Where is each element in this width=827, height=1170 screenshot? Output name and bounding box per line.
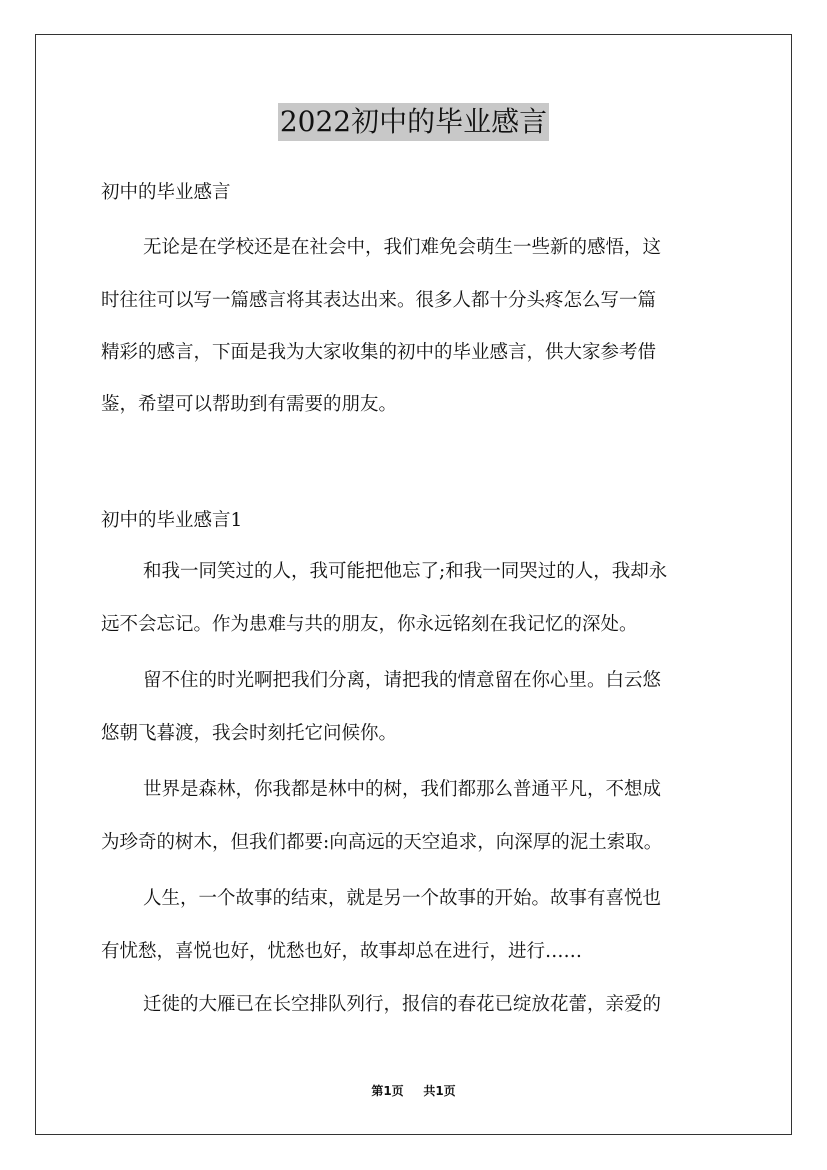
paragraph-line: 和我一同笑过的人，我可能把他忘了;和我一同哭过的人，我却永: [143, 561, 668, 582]
paragraph-line: 有忧愁，喜悦也好，忧愁也好，故事却总在进行，进行……: [101, 941, 583, 962]
page-footer: [0, 1082, 827, 1100]
title-container: [0, 103, 827, 141]
paragraph-line: 世界是森林，你我都是林中的树，我们都那么普通平凡，不想成: [143, 779, 662, 800]
intro-line: 无论是在学校还是在社会中，我们难免会萌生一些新的感悟，这: [143, 237, 662, 258]
paragraph-line: 悠朝飞暮渡，我会时刻托它问候你。: [101, 723, 398, 744]
paragraph-line: 留不住的时光啊把我们分离，请把我的情意留在你心里。白云悠: [143, 670, 662, 691]
intro-line: 鉴，希望可以帮助到有需要的朋友。: [101, 394, 398, 415]
document-subtitle: 初中的毕业感言: [101, 182, 231, 203]
page-number: 第1页: [371, 1084, 404, 1098]
document-title: 2022初中的毕业感言: [278, 103, 549, 141]
paragraph-line: 迁徙的大雁已在长空排队列行，报信的春花已绽放花蕾，亲爱的: [143, 994, 662, 1015]
paragraph-line: 远不会忘记。作为患难与共的朋友，你永远铭刻在我记忆的深处。: [101, 614, 638, 635]
paragraph-line: 人生，一个故事的结束，就是另一个故事的开始。故事有喜悦也: [143, 888, 662, 909]
intro-line: 时往往可以写一篇感言将其表达出来。很多人都十分头疼怎么写一篇: [101, 290, 657, 311]
page-total: 共1页: [423, 1084, 456, 1098]
paragraph-line: 为珍奇的树木，但我们都要:向高远的天空追求，向深厚的泥土索取。: [101, 832, 663, 853]
section-heading: 初中的毕业感言1: [101, 510, 243, 531]
intro-line: 精彩的感言，下面是我为大家收集的初中的毕业感言，供大家参考借: [101, 342, 657, 363]
